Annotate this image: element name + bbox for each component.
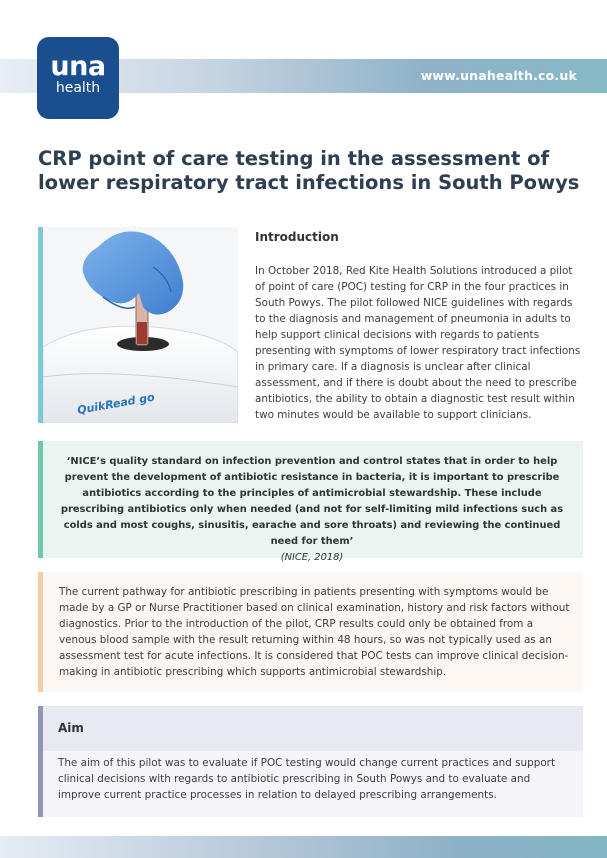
quote-text: ‘NICE’s quality standard on infection prevention and control states that in order to help prevent the development of antibiotic resistance in bacteria, it is important to prescribe antibiotics according to the principles of antimicrobial stewardship. These include prescribing antibiotics only when needed (and not for self-limiting mild infections such as colds and most coughs, sinusitis, earache and sore throats) and reviewing the continued need for them’ <box>60 456 564 547</box>
website-url: www.unahealth.co.uk <box>420 68 577 83</box>
introduction-heading: Introduction <box>255 230 339 244</box>
current-pathway-box <box>38 572 583 692</box>
aim-body: The aim of this pilot was to evaluate if POC testing would change current practices and support clinical decisions with regards to antibiotic prescribing in South Powys and to evaluate and improve current practice processes in relation to delayed prescribing arrangements. <box>58 757 556 801</box>
pathway-body: The current pathway for antibiotic prescribing in patients presenting with symptoms would be made by a GP or Nurse Practitioner based on clinical examination, history and risk factors without diagnostics. Prior to the introduction of the pilot, CRP results could only be obtained from a venous blood sample with the result returning within 48 hours, so was not typically used as an assessment test for acute infections. It is considered that POC tests can improve clinical decision-making in antibiotic prescribing which supports antimicrobial stewardship. <box>59 586 570 678</box>
nice-quote-box <box>38 441 583 563</box>
aim-box <box>38 706 583 817</box>
page-title: CRP point of care testing in the assessment of lower respiratory tract infections in South Powys <box>38 147 580 194</box>
aim-heading: Aim <box>43 706 583 751</box>
logo-wordmark: una <box>50 51 106 82</box>
footer-bar <box>0 836 607 858</box>
quikread-device-photo <box>38 227 238 423</box>
quote-citation: (NICE, 2018) <box>280 552 344 563</box>
logo-subtext: health <box>55 80 101 96</box>
device-illustration <box>43 227 238 423</box>
device-brand-label: QuikRead go <box>76 390 156 417</box>
una-health-logo <box>37 37 119 119</box>
introduction-body: In October 2018, Red Kite Health Solutions introduced a pilot of point of care (POC) testing for CRP in the four practices in South Powys. The pilot followed NICE guidelines with regards to the diagnosis and management of pneumonia in adults to help support clinical decisions with regards to patients presenting with symptoms of lower respiratory tract infections in primary care. If a diagnosis is unclear after clinical assessment, and if there is doubt about the need to prescribe antibiotics, the ability to obtain a diagnostic test result within two minutes would be available to support clinicians. <box>255 265 581 421</box>
